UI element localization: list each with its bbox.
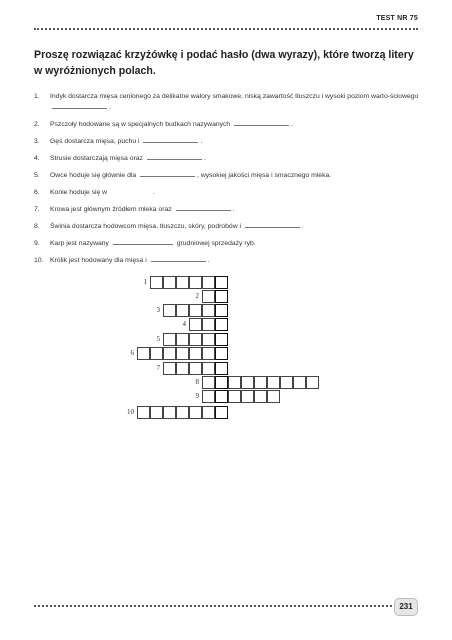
crossword-cell[interactable] [189, 304, 202, 317]
crossword-cell[interactable] [267, 376, 280, 389]
crossword-cell[interactable] [241, 376, 254, 389]
crossword-cell[interactable] [189, 318, 202, 331]
crossword-cell[interactable] [202, 390, 215, 403]
clue-text: Pszczoły hodowane są w specjalnych budkach nazywanych [50, 121, 231, 128]
answer-blank [234, 119, 289, 126]
clue-text-end: . [291, 121, 293, 128]
clue-item-2 [34, 119, 428, 130]
crossword-cell[interactable] [176, 276, 189, 289]
crossword-solution-cell[interactable] [215, 290, 228, 303]
crossword-cell[interactable] [163, 362, 176, 375]
clue-number: 1. [34, 93, 40, 100]
clue-number: 8. [34, 223, 40, 230]
crossword-cell[interactable] [150, 347, 163, 360]
crossword-cell[interactable] [293, 376, 306, 389]
answer-blank [245, 221, 300, 228]
clue-text: Świnia dostarcza hodowcom mięsa, tłuszczu, skóry, podrobów i [50, 223, 242, 230]
clue-item-7 [34, 204, 428, 215]
crossword-cell[interactable] [189, 347, 202, 360]
page-number: 231 [394, 598, 418, 616]
crossword-cell[interactable] [202, 290, 215, 303]
bottom-dotted-divider [34, 605, 392, 607]
clue-text: Karp jest nazywany [50, 240, 109, 247]
crossword-solution-cell[interactable] [215, 318, 228, 331]
clue-text: Królik jest hodowany dla mięsa i [50, 257, 147, 264]
clue-item-9 [34, 238, 428, 249]
crossword-grid [127, 276, 350, 436]
crossword-cell[interactable] [202, 362, 215, 375]
crossword-cell[interactable] [150, 276, 163, 289]
crossword-solution-cell[interactable] [215, 390, 228, 403]
crossword-cell[interactable] [202, 406, 215, 419]
clue-item-4 [34, 153, 428, 164]
clue-text-end: . [232, 206, 235, 213]
clue-text-end: . [207, 257, 210, 264]
crossword-cell[interactable] [267, 390, 280, 403]
crossword-cell[interactable] [202, 376, 215, 389]
clue-number: 2. [34, 121, 40, 128]
crossword-cell[interactable] [306, 376, 319, 389]
crossword-row-number: 10 [127, 408, 134, 416]
crossword-cell[interactable] [189, 276, 202, 289]
clue-text: Krowa jest głównym źródłem mleka oraz [50, 206, 172, 213]
crossword-solution-cell[interactable] [215, 347, 228, 360]
clue-text-end: . [203, 155, 206, 162]
clue-text-end: . [152, 189, 155, 196]
crossword-cell[interactable] [228, 390, 241, 403]
crossword-cell[interactable] [176, 333, 189, 346]
task-instruction: Proszę rozwiązać krzyżówkę i podać hasło (dwa wyrazy), które tworzą litery w wyróżnionych polach. [34, 49, 414, 77]
clue-item-6 [34, 187, 428, 198]
crossword-cell[interactable] [189, 362, 202, 375]
clue-list [34, 91, 428, 272]
clue-number: 4. [34, 155, 40, 162]
clue-number: 5. [34, 172, 40, 179]
clue-item-8 [34, 221, 428, 232]
answer-blank [176, 204, 231, 211]
answer-blank [111, 188, 151, 194]
crossword-cell[interactable] [176, 362, 189, 375]
test-number-label: TEST NR 75 [376, 15, 418, 22]
crossword-solution-cell[interactable] [215, 406, 228, 419]
clue-item-1 [34, 91, 428, 113]
clue-text-end: , wysokiej jakości mięsa i smacznego mleka. [197, 172, 332, 179]
crossword-cell[interactable] [202, 347, 215, 360]
crossword-cell[interactable] [163, 347, 176, 360]
crossword-cell[interactable] [202, 333, 215, 346]
clue-number: 9. [34, 240, 40, 247]
crossword-cell[interactable] [176, 347, 189, 360]
crossword-cell[interactable] [280, 376, 293, 389]
crossword-solution-cell[interactable] [215, 333, 228, 346]
answer-blank [140, 170, 195, 177]
crossword-row-number: 5 [156, 335, 160, 343]
crossword-solution-cell[interactable] [215, 376, 228, 389]
crossword-cell[interactable] [163, 276, 176, 289]
answer-blank [143, 136, 198, 143]
crossword-solution-cell[interactable] [215, 362, 228, 375]
clue-number: 10. [34, 257, 44, 264]
top-dotted-divider [34, 28, 418, 30]
crossword-cell[interactable] [137, 347, 150, 360]
crossword-row-number: 1 [143, 278, 147, 286]
crossword-cell[interactable] [202, 304, 215, 317]
clue-item-3 [34, 136, 428, 147]
crossword-cell[interactable] [150, 406, 163, 419]
crossword-cell[interactable] [202, 276, 215, 289]
crossword-cell[interactable] [254, 390, 267, 403]
crossword-cell[interactable] [241, 390, 254, 403]
crossword-cell[interactable] [176, 406, 189, 419]
clue-number: 3. [34, 138, 40, 145]
clue-text-end: . [109, 104, 111, 111]
answer-blank [113, 238, 173, 245]
crossword-cell[interactable] [189, 406, 202, 419]
crossword-cell[interactable] [163, 406, 176, 419]
answer-blank [52, 102, 107, 109]
crossword-cell[interactable] [137, 406, 150, 419]
clue-item-5 [34, 170, 428, 181]
clue-text: Indyk dostarcza mięsa cenionego za delikatne walory smakowe, niską zawartość tłuszczu i wysoki poziom warto-ściowego [50, 93, 419, 100]
crossword-row-number: 6 [130, 349, 134, 357]
crossword-cell[interactable] [189, 333, 202, 346]
crossword-solution-cell[interactable] [215, 304, 228, 317]
clue-text-end: grudniowej sprzedaży ryb. [176, 240, 256, 247]
crossword-row-number: 8 [195, 378, 199, 386]
crossword-row-number: 2 [195, 292, 199, 300]
crossword-cell[interactable] [163, 333, 176, 346]
crossword-cell[interactable] [254, 376, 267, 389]
crossword-row-number: 4 [182, 320, 186, 328]
answer-blank [151, 255, 206, 262]
clue-text-end: . [301, 223, 304, 230]
crossword-row-number: 3 [156, 306, 160, 314]
clue-text: Owce hoduje się głównie dla [50, 172, 137, 179]
clue-number: 7. [34, 206, 40, 213]
crossword-row-number: 7 [156, 364, 160, 372]
crossword-cell[interactable] [163, 304, 176, 317]
crossword-cell[interactable] [228, 376, 241, 389]
crossword-solution-cell[interactable] [215, 276, 228, 289]
clue-text-end: . [200, 138, 203, 145]
clue-number: 6. [34, 189, 40, 196]
crossword-cell[interactable] [176, 304, 189, 317]
clue-text: Konie hoduje się w [50, 189, 108, 196]
clue-text: Gęś dostarcza mięsa, puchu i [50, 138, 140, 145]
crossword-row-number: 9 [195, 392, 199, 400]
clue-item-10 [34, 255, 428, 266]
crossword-cell[interactable] [202, 318, 215, 331]
clue-text: Strusie dostarczają mięsa oraz [50, 155, 143, 162]
answer-blank [147, 153, 202, 160]
